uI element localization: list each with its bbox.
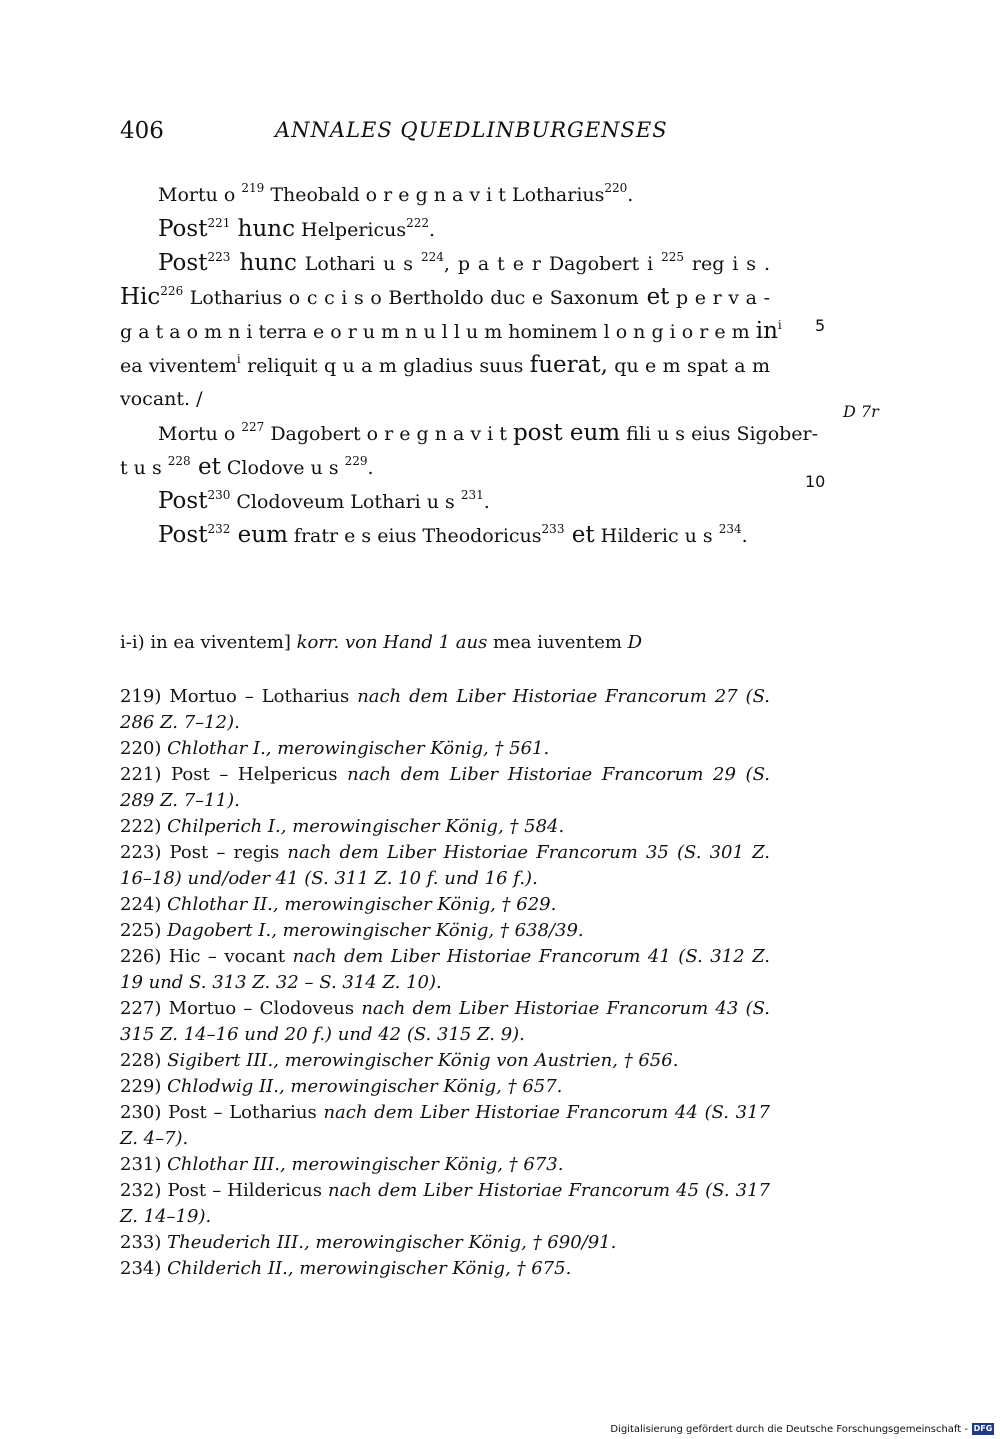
- page-header: [120, 118, 880, 158]
- footnote-230: 230) Post – Lotharius nach dem Liber Historiae Francorum 44 (S. 317 Z. 4–7).: [120, 1102, 770, 1149]
- apparatus-comment: korr. von Hand 1 aus: [296, 632, 488, 653]
- text-line-11: Post$^{232}$ eum fratr e s eius Theodoricus$^{233}$ et Hilderic u s $^{234}$.: [158, 522, 748, 548]
- footnote-226: 226) Hic – vocant nach dem Liber Historiae Francorum 41 (S. 312 Z. 19 und S. 313 Z. 32 – S. 314 Z. 10).: [120, 946, 770, 993]
- text-line-4: Hic$^{226}$ Lotharius o c c i s o Bertholdo duc e Saxonum et p e r v a -: [120, 284, 770, 310]
- footnote-231: 231) Chlothar III., merowingischer König, † 673.: [120, 1154, 564, 1175]
- footnotes: [120, 684, 770, 1282]
- text-line-5: g a t a o m n i terra e o r u m n u l l u m hominem l o n g i o r e m $in^i$: [120, 318, 782, 344]
- text-line-9: t u s $^{228}$ et Clodove u s $^{229}$.: [120, 454, 374, 480]
- footnote-228: 228) Sigibert III., merowingischer König von Austrien, † 656.: [120, 1050, 679, 1071]
- footnote-227: 227) Mortuo – Clodoveus nach dem Liber Historiae Francorum 43 (S. 315 Z. 14–16 und 20 f.) und 42 (S. 315 Z. 9).: [120, 998, 770, 1045]
- dfg-logo-icon: DFG: [973, 1424, 993, 1433]
- text-line-1: Mortu o $^{219}$ Theobald o r e g n a v i t Lotharius$^{220}$.: [158, 181, 634, 206]
- running-title: ANNALES QUEDLINBURGENSES: [275, 118, 668, 142]
- apparatus-siglum: i-i): [120, 632, 145, 653]
- footnote-223: 223) Post – regis nach dem Liber Historiae Francorum 35 (S. 301 Z. 16–18) und/oder 41 (S. 311 Z. 10 f. und 16 f.).: [120, 842, 770, 889]
- margin-folio-reference: D 7r: [843, 402, 879, 421]
- text-line-3: Post$^{223}$ hunc Lothari u s $^{224}$, p a t e r Dagobert i $^{225}$ reg i s .: [158, 250, 771, 276]
- footnote-220: 220) Chlothar I., merowingischer König, † 561.: [120, 738, 550, 759]
- footer-credit: Digitalisierung gefördert durch die Deutsche Forschungsgemeinschaft -: [610, 1423, 968, 1435]
- margin-line-number-5: 5: [815, 316, 826, 335]
- footnote-221: 221) Post – Helpericus nach dem Liber Historiae Francorum 29 (S. 289 Z. 7–11).: [120, 764, 770, 811]
- text-line-2: Post$^{221}$ hunc Helpericus$^{222}$.: [158, 216, 436, 242]
- footnote-225: 225) Dagobert I., merowingischer König, † 638/39.: [120, 920, 584, 941]
- apparatus-manuscript: D: [627, 632, 643, 653]
- footnote-233: 233) Theuderich III., merowingischer König, † 690/91.: [120, 1232, 617, 1253]
- text-line-6: ea viventem$^i$ reliquit q u a m gladius suus fuerat, qu e m spat a m: [120, 352, 770, 378]
- margin-line-number-10: 10: [805, 472, 826, 491]
- footnote-224: 224) Chlothar II., merowingischer König, † 629.: [120, 894, 557, 915]
- text-line-8: Mortu o $^{227}$ Dagobert o r e g n a v i t post eum fili u s eius Sigober-: [158, 420, 819, 446]
- footnote-232: 232) Post – Hildericus nach dem Liber Historiae Francorum 45 (S. 317 Z. 14–19).: [120, 1180, 770, 1227]
- footnote-229: 229) Chlodwig II., merowingischer König, † 657.: [120, 1076, 563, 1097]
- text-line-7: vocant. /: [120, 388, 203, 410]
- digitization-footer: [610, 1423, 994, 1435]
- apparatus-lemma: in ea viventem]: [144, 632, 297, 653]
- text-line-10: Post$^{230}$ Clodoveum Lothari u s $^{231}$.: [158, 488, 490, 514]
- apparatus-reading: mea iuventem: [487, 632, 628, 653]
- footnote-234: 234) Childerich II., merowingischer König, † 675.: [120, 1258, 572, 1279]
- footnote-222: 222) Chilperich I., merowingischer König, † 584.: [120, 816, 565, 837]
- footnote-219: 219) Mortuo – Lotharius nach dem Liber Historiae Francorum 27 (S. 286 Z. 7–12).: [120, 686, 770, 733]
- critical-apparatus: [120, 632, 770, 653]
- page-number: 406: [120, 118, 164, 144]
